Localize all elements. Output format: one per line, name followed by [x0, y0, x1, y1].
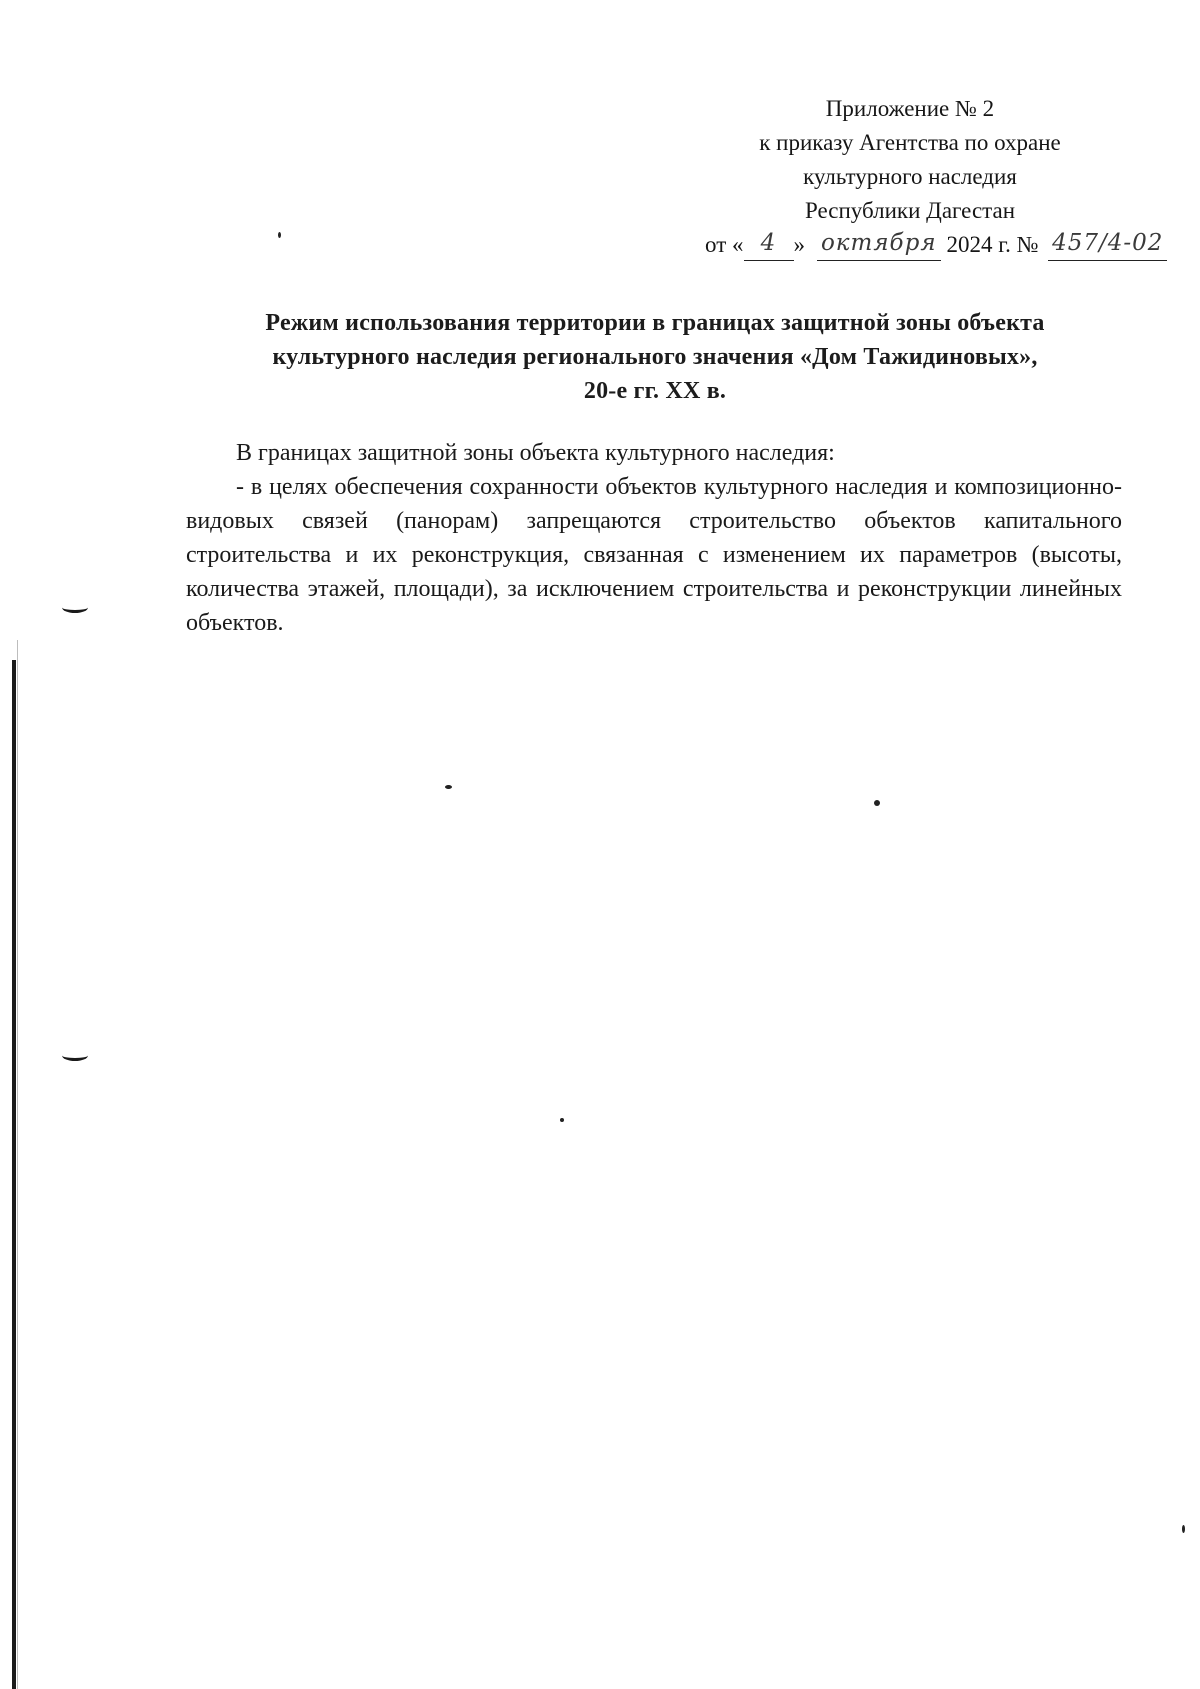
handwritten-month: октября	[817, 226, 941, 261]
document-title	[190, 306, 1120, 408]
scan-speck	[560, 1118, 564, 1122]
appendix-title: Приложение № 2	[825, 96, 995, 121]
scan-edge-shadow	[17, 640, 18, 1689]
order-date-line	[705, 228, 1167, 263]
punch-hole-mark	[62, 1050, 88, 1061]
handwritten-order-number: 457/4-02	[1048, 226, 1167, 261]
date-year: 2024 г.	[946, 232, 1011, 257]
scan-speck	[874, 800, 880, 806]
appendix-order-ref: к приказу Агентства по охране	[759, 130, 1061, 155]
appendix-republic-line: Республики Дагестан	[805, 198, 1015, 223]
body-intro: В границах защитной зоны объекта культурного наследия:	[236, 440, 835, 466]
scan-edge-artifact	[12, 660, 16, 1689]
title-line-2: культурного наследия регионального значения «Дом Тажидиновых»,	[272, 344, 1038, 370]
handwritten-day: 4	[744, 226, 794, 261]
body-rule-paragraph: - в целях обеспечения сохранности объектов культурного наследия и композиционно-видовых связей (панорам) запрещаются строительство объектов капитального строительства и их реконструкция, связанная с изменением их параметров (высоты, количества этажей, площади), за исключением строительства и реконструкции линейных объектов.	[186, 474, 1122, 636]
appendix-header	[700, 92, 1120, 228]
title-line-3: 20-е гг. XX в.	[583, 378, 727, 404]
punch-hole-mark	[62, 602, 88, 613]
scan-speck	[445, 785, 452, 789]
date-prefix: от «	[705, 232, 744, 257]
title-line-1: Режим использования территории в границах защитной зоны объекта	[265, 310, 1045, 336]
scan-speck	[278, 232, 281, 238]
scan-speck	[1182, 1525, 1185, 1533]
document-body	[186, 436, 1122, 640]
appendix-agency-line: культурного наследия	[803, 164, 1017, 189]
number-prefix: №	[1016, 232, 1039, 257]
date-quote-close: »	[793, 232, 805, 257]
